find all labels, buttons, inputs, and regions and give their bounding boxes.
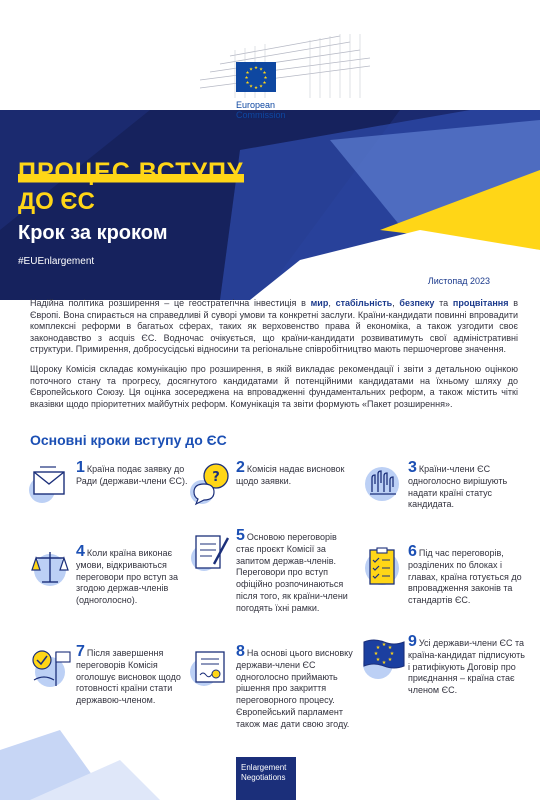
- envelope-icon: [28, 462, 74, 506]
- step-description: Усі держави-члени ЄС та країна-кандидат підписують і ратифікують Договір про приєднання – країна стає членом ЄС.: [408, 638, 525, 696]
- logo-name: [236, 100, 306, 120]
- svg-text:★: ★: [381, 642, 387, 648]
- svg-text:★: ★: [387, 645, 393, 651]
- eu-flag-icon: [236, 62, 276, 92]
- step-description: Основою переговорів стає проєкт Комісії за запитом держав-членів. Переговори про вступ офіційно розпочинаються після того, як країни-члени погодять їхні рамки.: [236, 532, 348, 613]
- logo-name-line2: Commission: [236, 110, 286, 120]
- intro-text-run: та: [434, 298, 453, 308]
- step-1-text: [76, 459, 196, 488]
- intro-paragraph-1: [30, 298, 518, 356]
- svg-text:★: ★: [253, 66, 259, 71]
- step-3-text: [408, 459, 528, 511]
- svg-text:★: ★: [262, 81, 267, 86]
- highlight-peace: мир: [310, 298, 329, 308]
- highlight-prosperity: процвітання: [452, 298, 509, 308]
- page-title-line2: ДО ЄС: [18, 188, 95, 215]
- svg-text:★: ★: [245, 81, 250, 86]
- enlargement-negotiations-badge: [236, 757, 296, 800]
- bottom-decoration: [0, 730, 200, 800]
- step-description: Комісія надає висновок щодо заявки.: [236, 464, 345, 486]
- svg-text:?: ?: [212, 470, 220, 485]
- step-2-text: [236, 459, 356, 488]
- steps-heading: Основні кроки вступу до ЄС: [30, 432, 227, 448]
- badge-line2: Negotiations: [241, 773, 286, 782]
- intro-text: [30, 298, 518, 418]
- checkmark-flag-icon: [28, 646, 74, 690]
- step-number: 2: [236, 459, 245, 476]
- step-description: Країна подає заявку до Ради (держави-члени ЄС).: [76, 464, 188, 486]
- publication-date: Листопад 2023: [427, 276, 490, 286]
- scales-icon: [28, 546, 74, 590]
- highlight-stability: стабільність: [335, 298, 393, 308]
- european-commission-logo: [236, 62, 306, 140]
- step-number: 8: [236, 643, 245, 660]
- speech-bubble-question-icon: [188, 462, 234, 506]
- step-description: Коли країна виконає умови, відкриваються переговори про вступ за згодою держав-членів (одноголосно).: [76, 548, 178, 606]
- svg-text:★: ★: [245, 71, 250, 76]
- step-number: 9: [408, 633, 417, 650]
- step-9-text: [408, 633, 528, 697]
- step-description: На основі цього висновку держави-члени ЄС одноголосно приймають рішення про закриття переговорного процесу. Європейський парламент також має дати свою згоду.: [236, 648, 353, 729]
- svg-text:★: ★: [389, 651, 395, 657]
- step-4-text: [76, 543, 196, 607]
- step-number: 5: [236, 527, 245, 544]
- document-pen-icon: [188, 530, 234, 574]
- svg-text:★: ★: [387, 657, 393, 663]
- step-description: Країни-члени ЄС одноголосно вирішують надати країні статус кандидата.: [408, 464, 508, 510]
- step-5-text: [236, 527, 356, 615]
- svg-text:★: ★: [381, 660, 387, 666]
- highlight-security: безпеку: [399, 298, 435, 308]
- svg-text:★: ★: [248, 67, 254, 73]
- intro-text-run: Надійна політика розширення – це геостратегічна інвестиція в: [30, 298, 311, 308]
- step-number: 7: [76, 643, 85, 660]
- intro-text-run: ,: [328, 298, 336, 308]
- logo-name-line1: European: [236, 100, 276, 110]
- svg-text:★: ★: [375, 657, 381, 663]
- checklist-icon: [360, 546, 406, 590]
- page-title-line1: ПРОЦЕС ВСТУПУ: [18, 158, 244, 186]
- svg-text:★: ★: [375, 645, 381, 651]
- intro-paragraph-2: Щороку Комісія складає комунікацію про розширення, в якій викладає рекомендації і звіти з детальною оцінкою поточного стану та прогресу, досягнутого кандидатами й потенційними кандидатами на їхньому шляху до Європейського Союзу. Ця оцінка зосереджена на впровадженні фундаментальних реформ, а також містить чіткі вказівки щодо пріоритетних майбутніх реформ. Комунікація та звіти формують «Пакет розширення».: [30, 363, 518, 409]
- hashtag: #EUEnlargement: [18, 256, 95, 267]
- svg-text:★: ★: [253, 86, 259, 91]
- step-number: 1: [76, 459, 85, 476]
- svg-text:★: ★: [248, 84, 254, 90]
- step-description: Після завершення переговорів Комісія оголошує висновок щодо готовності країни стати державою-членом.: [76, 648, 181, 706]
- page-subtitle: Крок за кроком: [18, 222, 168, 244]
- header-banner: [0, 0, 540, 300]
- step-description: Під час переговорів, розділених по блоках і главах, країна готується до впровадження законів та стандартів ЄС.: [408, 548, 522, 606]
- svg-text:★: ★: [244, 76, 249, 81]
- step-number: 3: [408, 459, 417, 476]
- eu-flag-icon: [360, 636, 406, 680]
- step-number: 4: [76, 543, 85, 560]
- step-7-text: [76, 643, 196, 707]
- svg-text:★: ★: [263, 76, 268, 81]
- svg-text:★: ★: [258, 67, 264, 73]
- intro-text-run: ,: [392, 298, 400, 308]
- svg-text:★: ★: [262, 71, 267, 76]
- step-6-text: [408, 543, 528, 607]
- svg-text:★: ★: [258, 84, 264, 90]
- step-number: 6: [408, 543, 417, 560]
- raised-hands-icon: [360, 462, 406, 506]
- badge-line1: Enlargement: [241, 763, 287, 772]
- certificate-icon: [188, 646, 234, 690]
- step-8-text: [236, 643, 356, 731]
- intro-text-run: в Європі. Вона спирається на справедливі й суворі умови та конкретні заслуги. Країни-кандидати повинні впровадити комплексні реформи в багатьох сферах, таких як верховенство права й економіка, а також узгодити своє законодавство з acquis ЄС. Водночас очікується, що країни-кандидати розвиватимуть свої адміністративні структури. Примирення, добросусідські відносини та регіональне співробітництво мають першочергове значення.: [30, 298, 518, 355]
- svg-text:★: ★: [373, 651, 379, 657]
